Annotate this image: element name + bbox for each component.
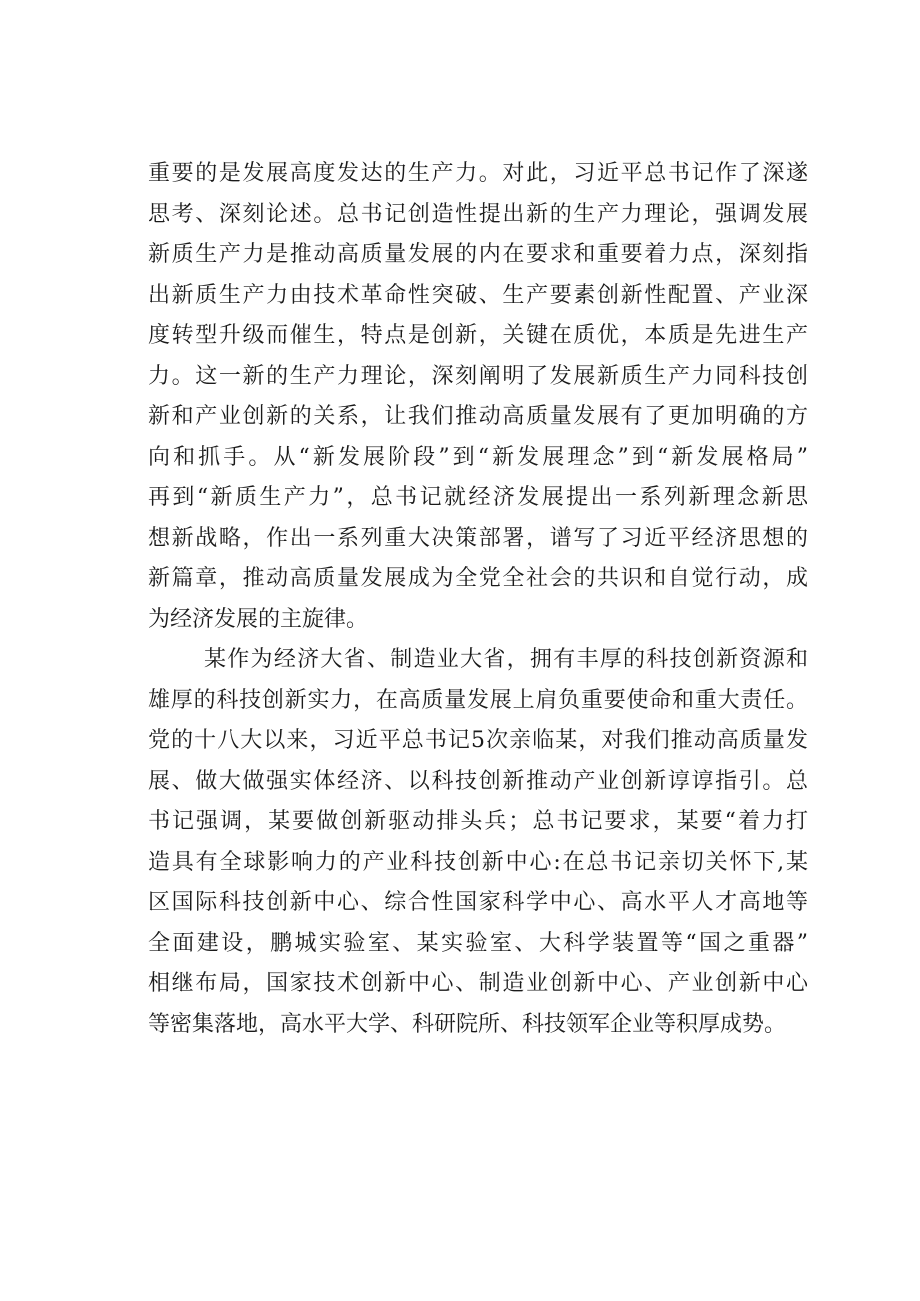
paragraph-line: 再到“新质生产力”，总书记就经济发展提出一系列新理念新思 — [148, 485, 808, 510]
paragraph-line: 新和产业创新的关系，让我们推动高质量发展有了更加明确的方 — [148, 404, 808, 429]
paragraph-line: 相继布局，国家技术创新中心、制造业创新中心、产业创新中心 — [148, 971, 808, 996]
paragraph-line: 某作为经济大省、制造业大省，拥有丰厚的科技创新资源和 — [204, 647, 808, 672]
paragraph-line: 为经济发展的主旋律。 — [148, 606, 369, 632]
paragraph-line: 书记强调，某要做创新驱动排头兵；总书记要求，某要“着力打 — [148, 809, 808, 834]
paragraph-line: 力。这一新的生产力理论，深刻阐明了发展新质生产力同科技创 — [148, 363, 808, 389]
paragraph-line: 向和抓手。从“新发展阶段”到“新发展理念”到“新发展格局” — [148, 444, 808, 470]
document-body — [148, 154, 808, 1045]
paragraph-line: 等密集落地，高水平大学、科研院所、科技领军企业等积厚成势。 — [148, 1011, 787, 1037]
paragraph-line: 党的十八大以来，习近平总书记5次亲临某，对我们推动高质量发 — [148, 728, 808, 753]
paragraph-2 — [148, 640, 808, 1045]
paragraph-line: 度转型升级而催生，特点是创新，关键在质优，本质是先进生产 — [148, 323, 808, 348]
paragraph-line: 新质生产力是推动高质量发展的内在要求和重要着力点，深刻指 — [148, 242, 808, 267]
paragraph-line: 展、做大做强实体经济、以科技创新推动产业创新谆谆指引。总 — [148, 768, 808, 794]
paragraph-1 — [148, 154, 808, 640]
paragraph-line: 新篇章，推动高质量发展成为全党全社会的共识和自觉行动，成 — [148, 566, 808, 591]
paragraph-line: 重要的是发展高度发达的生产力。对此，习近平总书记作了深遂 — [148, 161, 808, 186]
paragraph-line: 全面建设，鹏城实验室、某实验室、大科学装置等“国之重器” — [148, 930, 808, 956]
paragraph-line: 想新战略，作出一系列重大决策部署，谱写了习近平经济思想的 — [148, 525, 808, 551]
paragraph-line: 出新质生产力由技术革命性突破、生产要素创新性配置、产业深 — [148, 282, 808, 308]
paragraph-line: 思考、深刻论述。总书记创造性提出新的生产力理论，强调发展 — [148, 201, 808, 227]
paragraph-line: 雄厚的科技创新实力，在高质量发展上肩负重要使命和重大责任。 — [148, 687, 808, 713]
paragraph-line: 区国际科技创新中心、综合性国家科学中心、高水平人才高地等 — [148, 890, 808, 915]
paragraph-line: 造具有全球影响力的产业科技创新中心:在总书记亲切关怀下,某 — [148, 849, 808, 875]
